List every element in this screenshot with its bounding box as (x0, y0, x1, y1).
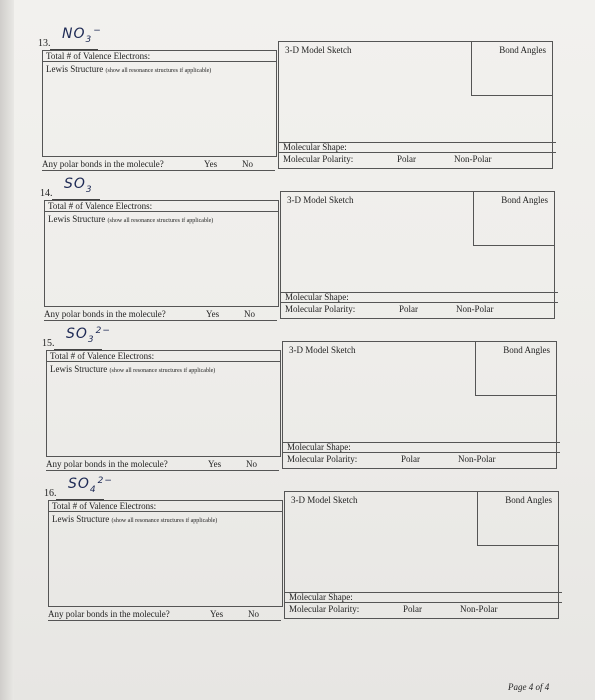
polarity-label: Molecular Polarity: (283, 154, 354, 164)
polar-bonds-question: Any polar bonds in the molecule? Yes No (44, 308, 277, 321)
nonpolar-option[interactable]: Non-Polar (460, 604, 498, 614)
lewis-structure-label: Lewis Structure (show all resonance structures if applicable) (48, 214, 214, 224)
polar-bonds-question: Any polar bonds in the molecule? Yes No (42, 158, 275, 171)
molecular-polarity-row (281, 303, 554, 317)
molecular-polarity-row (283, 453, 556, 467)
valence-electrons-field[interactable]: Total # of Valence Electrons: (49, 501, 282, 512)
lewis-structure-label: Lewis Structure (show all resonance structures if applicable) (46, 64, 212, 74)
no-option[interactable]: No (242, 159, 253, 169)
bond-angles-label: Bond Angles (505, 495, 552, 505)
bond-angles-box[interactable] (475, 342, 556, 396)
nonpolar-option[interactable]: Non-Polar (456, 304, 494, 314)
molecular-shape-field[interactable]: Molecular Shape: (281, 292, 558, 303)
polarity-label: Molecular Polarity: (285, 304, 356, 314)
molecular-polarity-row (285, 603, 558, 617)
sketch-label: 3-D Model Sketch (287, 195, 354, 205)
model-sketch-box (284, 491, 559, 619)
molecular-shape-field[interactable]: Molecular Shape: (283, 442, 560, 453)
model-sketch-box (280, 191, 555, 319)
nonpolar-option[interactable]: Non-Polar (458, 454, 496, 464)
lewis-structure-label: Lewis Structure (show all resonance structures if applicable) (50, 364, 216, 374)
polar-option[interactable]: Polar (397, 154, 416, 164)
bond-angles-label: Bond Angles (503, 345, 550, 355)
bond-angles-box[interactable] (471, 42, 552, 96)
question-number: 14. (40, 188, 53, 199)
page-shadow (0, 0, 14, 700)
lewis-structure-box (42, 50, 277, 157)
no-option[interactable]: No (248, 609, 259, 619)
bond-angles-label: Bond Angles (501, 195, 548, 205)
handwritten-formula: $SO_3^{2-}$ (66, 326, 111, 345)
polar-option[interactable]: Polar (399, 304, 418, 314)
question-block-15 (42, 326, 557, 478)
polar-bonds-question: Any polar bonds in the molecule? Yes No (48, 608, 281, 621)
yes-option[interactable]: Yes (206, 309, 220, 319)
question-block-14 (40, 176, 555, 328)
molecular-polarity-row (279, 153, 552, 167)
bond-angles-box[interactable] (473, 192, 554, 246)
bond-angles-label: Bond Angles (499, 45, 546, 55)
handwritten-formula: $SO_3$ (64, 176, 93, 195)
model-sketch-box (282, 341, 557, 469)
valence-electrons-field[interactable]: Total # of Valence Electrons: (45, 201, 278, 212)
lewis-structure-box (44, 200, 279, 307)
bond-angles-box[interactable] (477, 492, 558, 546)
question-number: 15. (42, 338, 55, 349)
handwritten-formula: $SO_4^{2-}$ (68, 476, 113, 495)
yes-option[interactable]: Yes (204, 159, 218, 169)
polar-option[interactable]: Polar (401, 454, 420, 464)
molecular-shape-field[interactable]: Molecular Shape: (285, 592, 562, 603)
model-sketch-box (278, 41, 553, 169)
polar-bonds-question: Any polar bonds in the molecule? Yes No (46, 458, 279, 471)
molecular-shape-field[interactable]: Molecular Shape: (279, 142, 556, 153)
question-number: 13. (38, 38, 51, 49)
sketch-label: 3-D Model Sketch (289, 345, 356, 355)
valence-electrons-field[interactable]: Total # of Valence Electrons: (47, 351, 280, 362)
lewis-structure-box (46, 350, 281, 457)
question-block-13 (38, 26, 553, 178)
page-number: Page 4 of 4 (508, 682, 550, 692)
sketch-label: 3-D Model Sketch (291, 495, 358, 505)
polarity-label: Molecular Polarity: (289, 604, 360, 614)
yes-option[interactable]: Yes (208, 459, 222, 469)
no-option[interactable]: No (246, 459, 257, 469)
polarity-label: Molecular Polarity: (287, 454, 358, 464)
polar-option[interactable]: Polar (403, 604, 422, 614)
lewis-structure-box (48, 500, 283, 607)
no-option[interactable]: No (244, 309, 255, 319)
sketch-label: 3-D Model Sketch (285, 45, 352, 55)
handwritten-formula: $NO_3^-$ (62, 26, 102, 45)
yes-option[interactable]: Yes (210, 609, 224, 619)
valence-electrons-field[interactable]: Total # of Valence Electrons: (43, 51, 276, 62)
lewis-structure-label: Lewis Structure (show all resonance structures if applicable) (52, 514, 218, 524)
question-block-16 (44, 476, 559, 628)
nonpolar-option[interactable]: Non-Polar (454, 154, 492, 164)
question-number: 16. (44, 488, 57, 499)
